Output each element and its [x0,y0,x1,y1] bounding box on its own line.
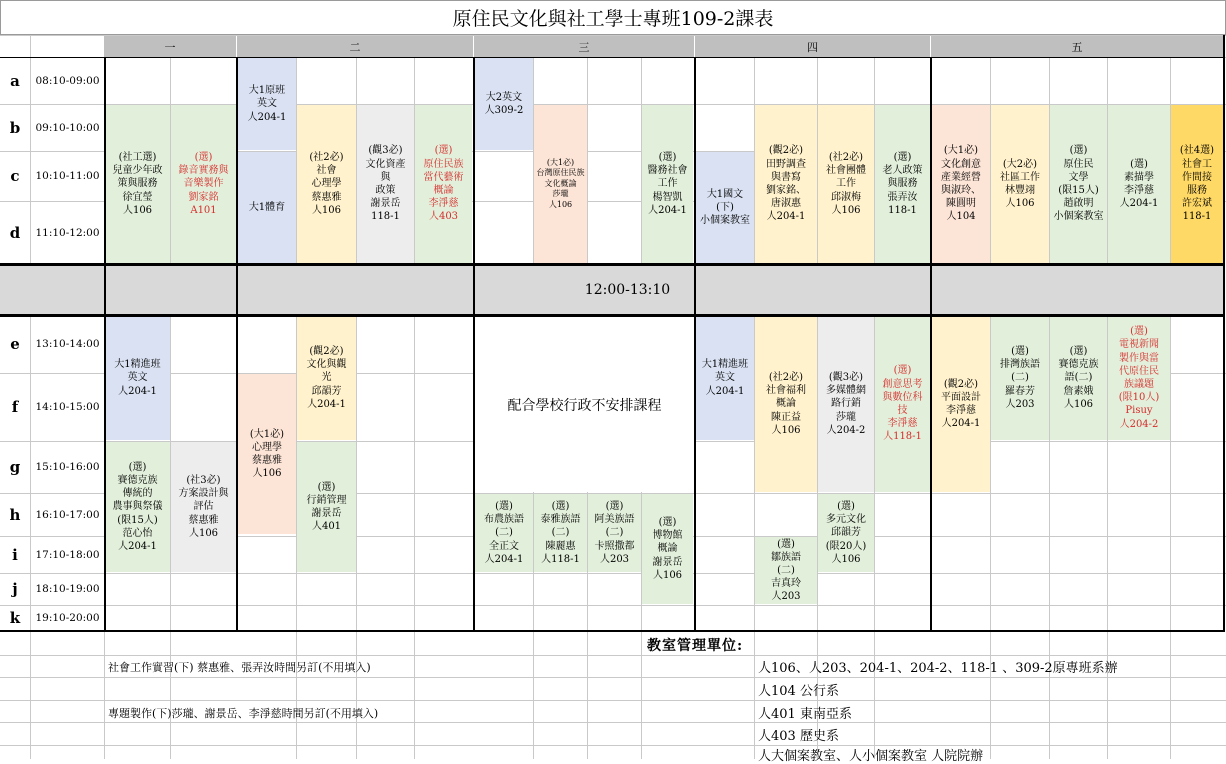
period-time-text: 16:10-17:00 [35,508,100,521]
course-cell: (選) 排灣族語 (二) 羅春芳 人203 [991,316,1049,440]
management-title: 教室管理單位: [647,638,744,654]
course-cell: 大1原班 英文 人204-1 [238,58,296,150]
period-letter: b [9,118,21,137]
course-cell: 大1國文 (下) 小個案教室 [696,152,754,263]
period-label [0,201,30,264]
course-cell: (大1必) 台灣原住民族 文化概論 莎瓏 人106 [534,105,587,263]
course-cell: (選) 賽德克族 傳統的 農事與祭儀 (限15人) 范心怡 人204-1 [105,442,170,572]
lunch-row-shade [0,266,31,314]
period-label [0,57,30,104]
period-letter: j [12,580,18,598]
period-time-text: 19:10-20:00 [35,612,100,624]
course-cell: (選) 博物館 概論 謝景岳 人106 [642,494,693,604]
day-header-fri [931,36,1223,57]
period-time [31,104,104,151]
footer-note: 社會工作實習(下) 蔡惠雅、張弄汝時間另訂(不用填入) [108,661,371,674]
day-header-wed [474,36,694,57]
page-title-text: 原住民文化與社工學士專班109-2課表 [452,8,774,30]
period-time [31,201,104,264]
course-cell: 大1精進班 英文 人204-1 [696,316,754,440]
period-time-text: 10:10-11:00 [35,170,100,182]
period-label [0,536,30,573]
period-time [31,493,104,536]
course-cell: 大2英文 人309-2 [475,58,533,150]
course-cell: (觀3必) 多媒體網 路行銷 莎瓏 人204-2 [818,316,874,492]
day-header-thu [695,36,930,57]
period-letter: i [12,545,18,564]
period-label [0,315,30,373]
course-cell: (大1必) 心理學 蔡惠雅 人106 [238,374,296,534]
period-label [0,104,30,151]
period-letter: g [9,458,21,476]
course-cell: (大2必) 社區工作 林豐翊 人106 [991,105,1049,263]
course-cell: (觀2必) 文化與觀 光 邱韻芳 人204-1 [297,316,356,440]
course-cell: (社2必) 社會福利 概論 陳正益 人106 [755,316,817,492]
course-cell: (選) 錄音實務與 音樂製作 劉家銘 A101 [171,105,236,263]
period-letter: k [9,609,21,627]
period-time-text: 13:10-14:00 [35,338,100,350]
day-header-mon [104,36,236,57]
course-cell: (選) 布農族語 (二) 全正文 人204-1 [475,494,533,572]
course-cell: (社3必) 方案設計與 評估 蔡惠雅 人106 [171,442,236,572]
period-time [31,57,104,104]
period-time [31,373,104,441]
wed-admin-note [475,317,694,492]
course-cell: (社2必) 社會團體 工作 邱淑梅 人106 [818,105,874,263]
course-cell: (觀2必) 平面設計 李淨慈 人204-1 [932,316,990,492]
course-cell: (大1必) 文化創意 產業經營 與淑玲、 陳圓明 人104 [932,105,990,263]
course-cell: (選) 賽德克族 語(二) 詹素娥 人106 [1050,316,1107,440]
period-time [31,605,104,631]
course-cell: (選) 醫務社會 工作 楊智凱 人204-1 [642,105,693,263]
period-time-text: 15:10-16:00 [35,461,100,473]
day-header-label: 四 [807,40,818,54]
period-time-text: 18:10-19:00 [35,583,100,595]
room-unit-line: 人104 公行系 [758,684,839,699]
course-cell: (選) 電視新聞 製作與當 代原住民 族議題 (限10人) Pisuy 人204-2 [1108,316,1170,440]
period-time [31,151,104,201]
period-time [31,315,104,373]
day-header-label: 一 [164,40,176,54]
course-cell: (社4選) 社會工 作間接 服務 許宏斌 118-1 [1171,105,1223,263]
day-header-tue [237,36,473,57]
lunch-break-bar [31,266,1224,314]
course-cell: (觀2必) 田野調查 與書寫 劉家銘、 唐淑惠 人204-1 [755,105,817,263]
course-cell: 大1體育 [238,152,296,263]
course-cell: (選) 素描學 李淨慈 人204-1 [1108,105,1170,263]
period-label [0,573,30,605]
period-time-text: 17:10-18:00 [35,548,100,561]
period-letter: e [10,335,20,353]
period-letter: c [10,167,20,185]
period-letter: f [11,398,19,416]
room-unit-line: 人大個案教室、人小個案教室 人院院辦 [758,749,984,764]
period-time-text: 11:10-12:00 [35,226,100,239]
course-cell: (選) 泰雅族語 (二) 陳麗惠 人118-1 [534,494,587,572]
course-cell: (選) 多元文化 邱韻芳 (限20人) 人106 [818,494,874,572]
page-title [0,0,1226,35]
day-header-label: 五 [1071,40,1083,54]
course-cell: (選) 行銷管理 謝景岳 人401 [297,442,356,572]
course-cell: (選) 阿美族語 (二) 卡照撒都 人203 [588,494,641,572]
period-label [0,493,30,536]
period-time-text: 09:10-10:00 [35,121,100,134]
course-cell: 大1精進班 英文 人204-1 [105,316,170,440]
period-time [31,573,104,605]
room-unit-line: 人106、人203、204-1、204-2、118-1 、309-2原專班系辦 [758,661,1118,676]
course-cell: (社2必) 社會 心理學 蔡惠雅 人106 [297,105,356,263]
room-unit-line: 人403 歷史系 [758,729,839,744]
course-cell: (選) 原住民族 當代藝術 概論 李淨慈 人403 [415,105,472,263]
day-header-label: 二 [349,40,361,54]
period-label [0,373,30,441]
period-time [31,441,104,493]
period-time-text: 08:10-09:00 [35,74,100,87]
period-label [0,441,30,493]
course-cell: (社工選) 兒童少年政 策與服務 徐宜瑩 人106 [105,105,170,263]
period-time [31,536,104,573]
course-cell: (選) 原住民 文學 (限15人) 趙啟明 小個案教室 [1050,105,1107,263]
period-letter: d [9,223,21,242]
wed-admin-note-text: 配合學校行政不安排課程 [507,397,662,414]
lunch-break-text: 12:00-13:10 [584,282,671,298]
period-letter: a [10,71,20,90]
footer-note: 專題製作(下)莎瓏、謝景岳、李淨慈時間另訂(不用填入) [108,707,379,720]
course-cell: (選) 鄒族語 (二) 吉真玲 人203 [755,537,817,604]
period-label [0,605,30,631]
course-cell: (觀3必) 文化資產 與 政策 謝景岳 118-1 [357,105,414,263]
course-cell: (選) 老人政策 與服務 張弄汝 118-1 [875,105,930,263]
room-unit-line: 人401 東南亞系 [758,707,852,722]
period-time-text: 14:10-15:00 [35,401,100,413]
period-letter: h [9,505,21,524]
course-cell: (選) 創意思考 與數位科 技 李淨慈 人118-1 [875,316,930,492]
day-header-label: 三 [578,40,590,54]
period-label [0,151,30,201]
